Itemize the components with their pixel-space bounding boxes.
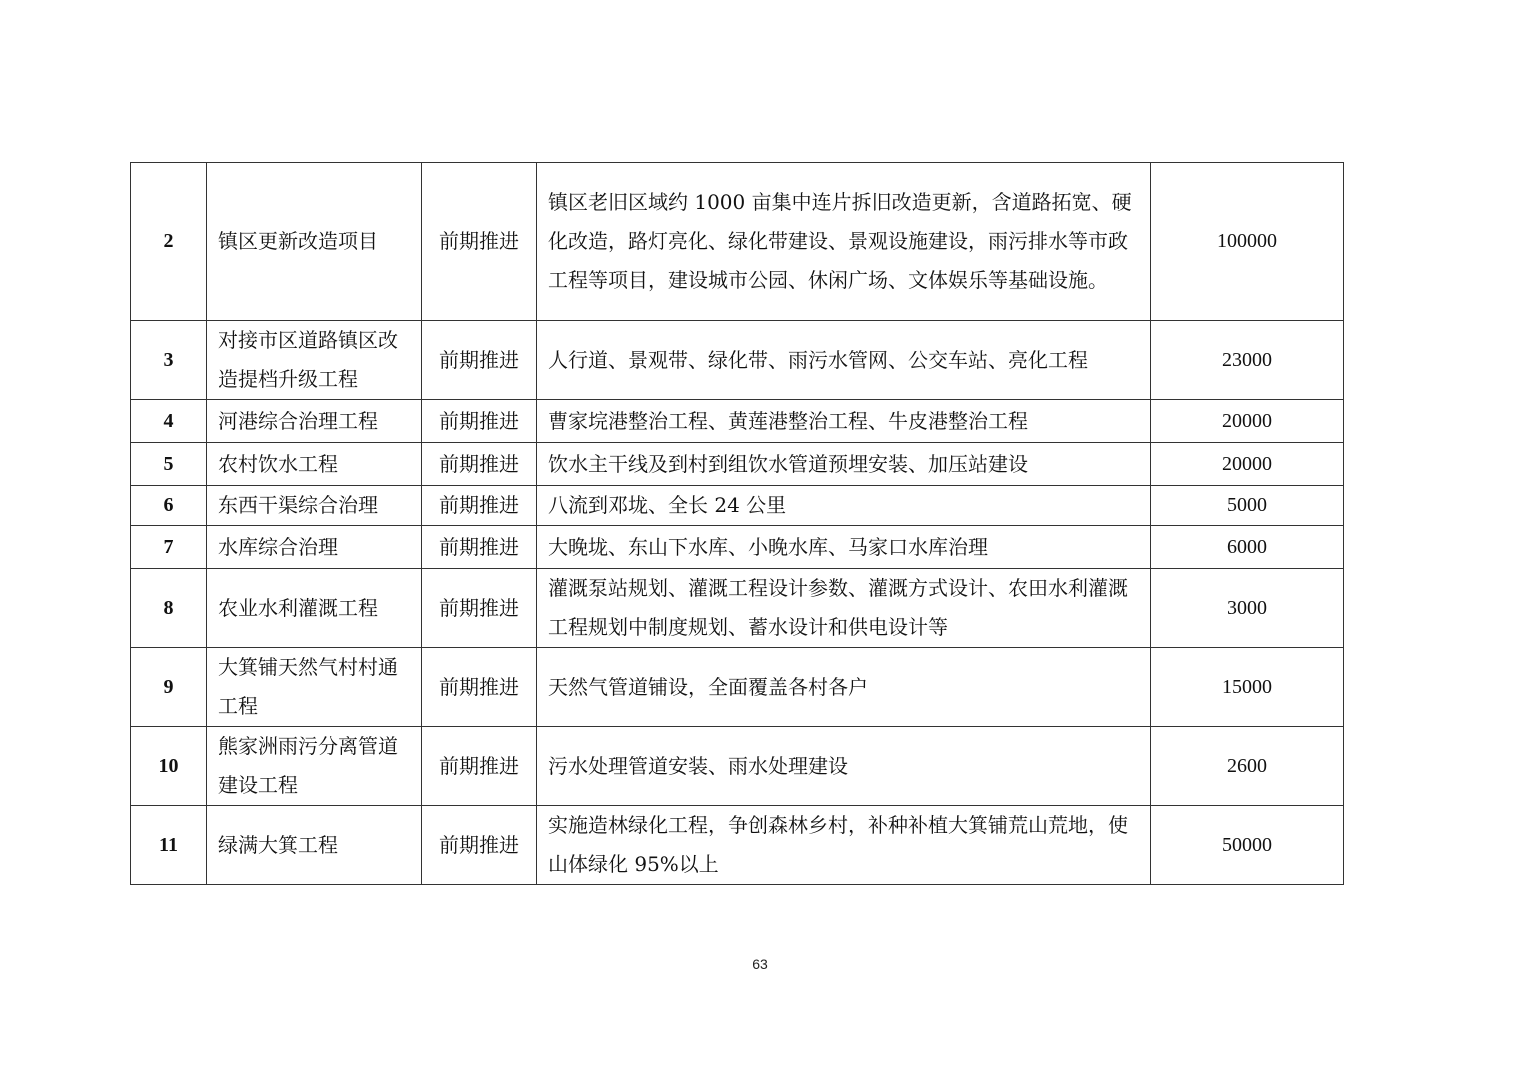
row-number: 5 bbox=[131, 443, 207, 486]
row-number: 8 bbox=[131, 569, 207, 648]
project-content: 曹家垸港整治工程、黄莲港整治工程、牛皮港整治工程 bbox=[537, 400, 1151, 443]
project-name: 东西干渠综合治理 bbox=[207, 486, 422, 526]
project-status: 前期推进 bbox=[422, 163, 537, 321]
project-name: 农业水利灌溉工程 bbox=[207, 569, 422, 648]
project-content: 天然气管道铺设，全面覆盖各村各户 bbox=[537, 648, 1151, 727]
project-name: 绿满大箕工程 bbox=[207, 806, 422, 885]
row-number: 11 bbox=[131, 806, 207, 885]
project-status: 前期推进 bbox=[422, 321, 537, 400]
row-number: 4 bbox=[131, 400, 207, 443]
table-row bbox=[131, 727, 1344, 806]
project-name: 大箕铺天然气村村通工程 bbox=[207, 648, 422, 727]
investment-amount: 20000 bbox=[1151, 400, 1344, 443]
project-name: 熊家洲雨污分离管道建设工程 bbox=[207, 727, 422, 806]
project-status: 前期推进 bbox=[422, 806, 537, 885]
project-content: 饮水主干线及到村到组饮水管道预埋安装、加压站建设 bbox=[537, 443, 1151, 486]
investment-amount: 50000 bbox=[1151, 806, 1344, 885]
investment-amount: 15000 bbox=[1151, 648, 1344, 727]
table-row bbox=[131, 486, 1344, 526]
project-content: 灌溉泵站规划、灌溉工程设计参数、灌溉方式设计、农田水利灌溉工程规划中制度规划、蓄水设计和供电设计等 bbox=[537, 569, 1151, 648]
row-number: 10 bbox=[131, 727, 207, 806]
table-row bbox=[131, 569, 1344, 648]
investment-amount: 2600 bbox=[1151, 727, 1344, 806]
row-number: 7 bbox=[131, 526, 207, 569]
investment-amount: 6000 bbox=[1151, 526, 1344, 569]
investment-amount: 5000 bbox=[1151, 486, 1344, 526]
table-row bbox=[131, 321, 1344, 400]
table-row bbox=[131, 526, 1344, 569]
project-content: 人行道、景观带、绿化带、雨污水管网、公交车站、亮化工程 bbox=[537, 321, 1151, 400]
project-name: 对接市区道路镇区改造提档升级工程 bbox=[207, 321, 422, 400]
project-name: 农村饮水工程 bbox=[207, 443, 422, 486]
project-status: 前期推进 bbox=[422, 526, 537, 569]
project-status: 前期推进 bbox=[422, 648, 537, 727]
project-status: 前期推进 bbox=[422, 443, 537, 486]
project-content: 八流到邓垅、全长 24 公里 bbox=[537, 486, 1151, 526]
project-status: 前期推进 bbox=[422, 569, 537, 648]
row-number: 6 bbox=[131, 486, 207, 526]
project-status: 前期推进 bbox=[422, 727, 537, 806]
row-number: 3 bbox=[131, 321, 207, 400]
table-row bbox=[131, 400, 1344, 443]
project-table bbox=[130, 162, 1344, 885]
project-content: 实施造林绿化工程，争创森林乡村，补种补植大箕铺荒山荒地，使山体绿化 95%以上 bbox=[537, 806, 1151, 885]
table-row bbox=[131, 163, 1344, 321]
row-number: 9 bbox=[131, 648, 207, 727]
investment-amount: 23000 bbox=[1151, 321, 1344, 400]
table-row bbox=[131, 806, 1344, 885]
row-number: 2 bbox=[131, 163, 207, 321]
project-name: 河港综合治理工程 bbox=[207, 400, 422, 443]
project-status: 前期推进 bbox=[422, 400, 537, 443]
project-name: 水库综合治理 bbox=[207, 526, 422, 569]
investment-amount: 100000 bbox=[1151, 163, 1344, 321]
table-row bbox=[131, 648, 1344, 727]
page-number: 63 bbox=[752, 956, 768, 972]
investment-amount: 20000 bbox=[1151, 443, 1344, 486]
project-status: 前期推进 bbox=[422, 486, 537, 526]
project-content: 污水处理管道安装、雨水处理建设 bbox=[537, 727, 1151, 806]
table-row bbox=[131, 443, 1344, 486]
project-content: 大晚垅、东山下水库、小晚水库、马家口水库治理 bbox=[537, 526, 1151, 569]
investment-amount: 3000 bbox=[1151, 569, 1344, 648]
project-content: 镇区老旧区域约 1000 亩集中连片拆旧改造更新，含道路拓宽、硬化改造，路灯亮化、绿化带建设、景观设施建设，雨污排水等市政工程等项目，建设城市公园、休闲广场、文体娱乐等基础设施。 bbox=[537, 163, 1151, 321]
project-name: 镇区更新改造项目 bbox=[207, 163, 422, 321]
